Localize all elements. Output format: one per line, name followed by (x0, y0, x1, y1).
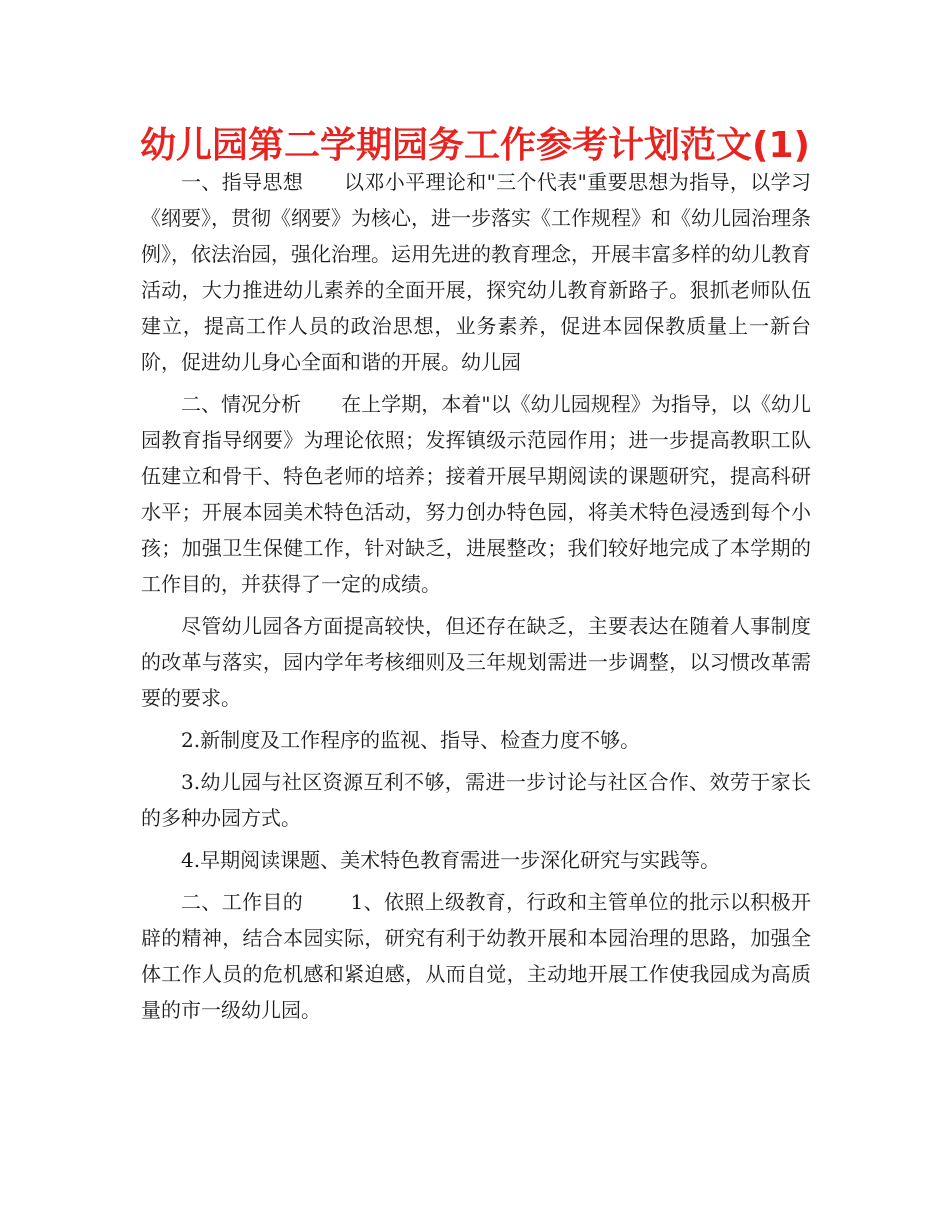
document-body (141, 164, 811, 1028)
paragraph-situation-analysis: 二、情况分析 在上学期，本着"以《幼儿园规程》为指导，以《幼儿园教育指导纲要》为理论依照；发挥镇级示范园作用；进一步提高教职工队伍建立和骨干、特色老师的培养；接着开展早期阅读的课题研究，提高科研水平；开展本园美术特色活动，努力创办特色园，将美术特色浸透到每个小孩；加强卫生保健工作，针对缺乏，进展整改；我们较好地完成了本学期的工作目的，并获得了一定的成绩。 (141, 392, 811, 596)
paragraph-work-goals: 二、工作目的 1、依照上级教育，行政和主管单位的批示以积极开辟的精神，结合本园实际，研究有利于幼教开展和本园治理的思路，加强全体工作人员的危机感和紧迫感，从而自觉，主动地开展工作使我园成为高质量的市一级幼儿园。 (141, 890, 811, 1022)
paragraph-item-4: 4.早期阅读课题、美术特色教育需进一步深化研究与实践等。 (181, 848, 721, 872)
paragraph-shortcomings: 尽管幼儿园各方面提高较快，但还存在缺乏，主要表达在随着人事制度的改革与落实，园内学年考核细则及三年规划需进一步调整，以习惯改革需要的要求。 (141, 614, 811, 710)
paragraph-guiding-ideology: 一、指导思想 以邓小平理论和"三个代表"重要思想为指导，以学习《纲要》，贯彻《纲要》为核心，进一步落实《工作规程》和《幼儿园治理条例》，依法治园，强化治理。运用先进的教育理念，开展丰富多样的幼儿教育活动，大力推进幼儿素养的全面开展，探究幼儿教育新路子。狠抓老师队伍建立，提高工作人员的政治思想，业务素养，促进本园保教质量上一新台阶，促进幼儿身心全面和谐的开展。幼儿园 (141, 170, 811, 374)
paragraph-item-2: 2.新制度及工作程序的监视、指导、检查力度不够。 (181, 728, 641, 752)
paragraph-item-3: 3.幼儿园与社区资源互利不够，需进一步讨论与社区合作、效劳于家长的多种办园方式。 (141, 770, 811, 830)
document-title: 幼儿园第二学期园务工作参考计划范文(1) (140, 125, 810, 166)
